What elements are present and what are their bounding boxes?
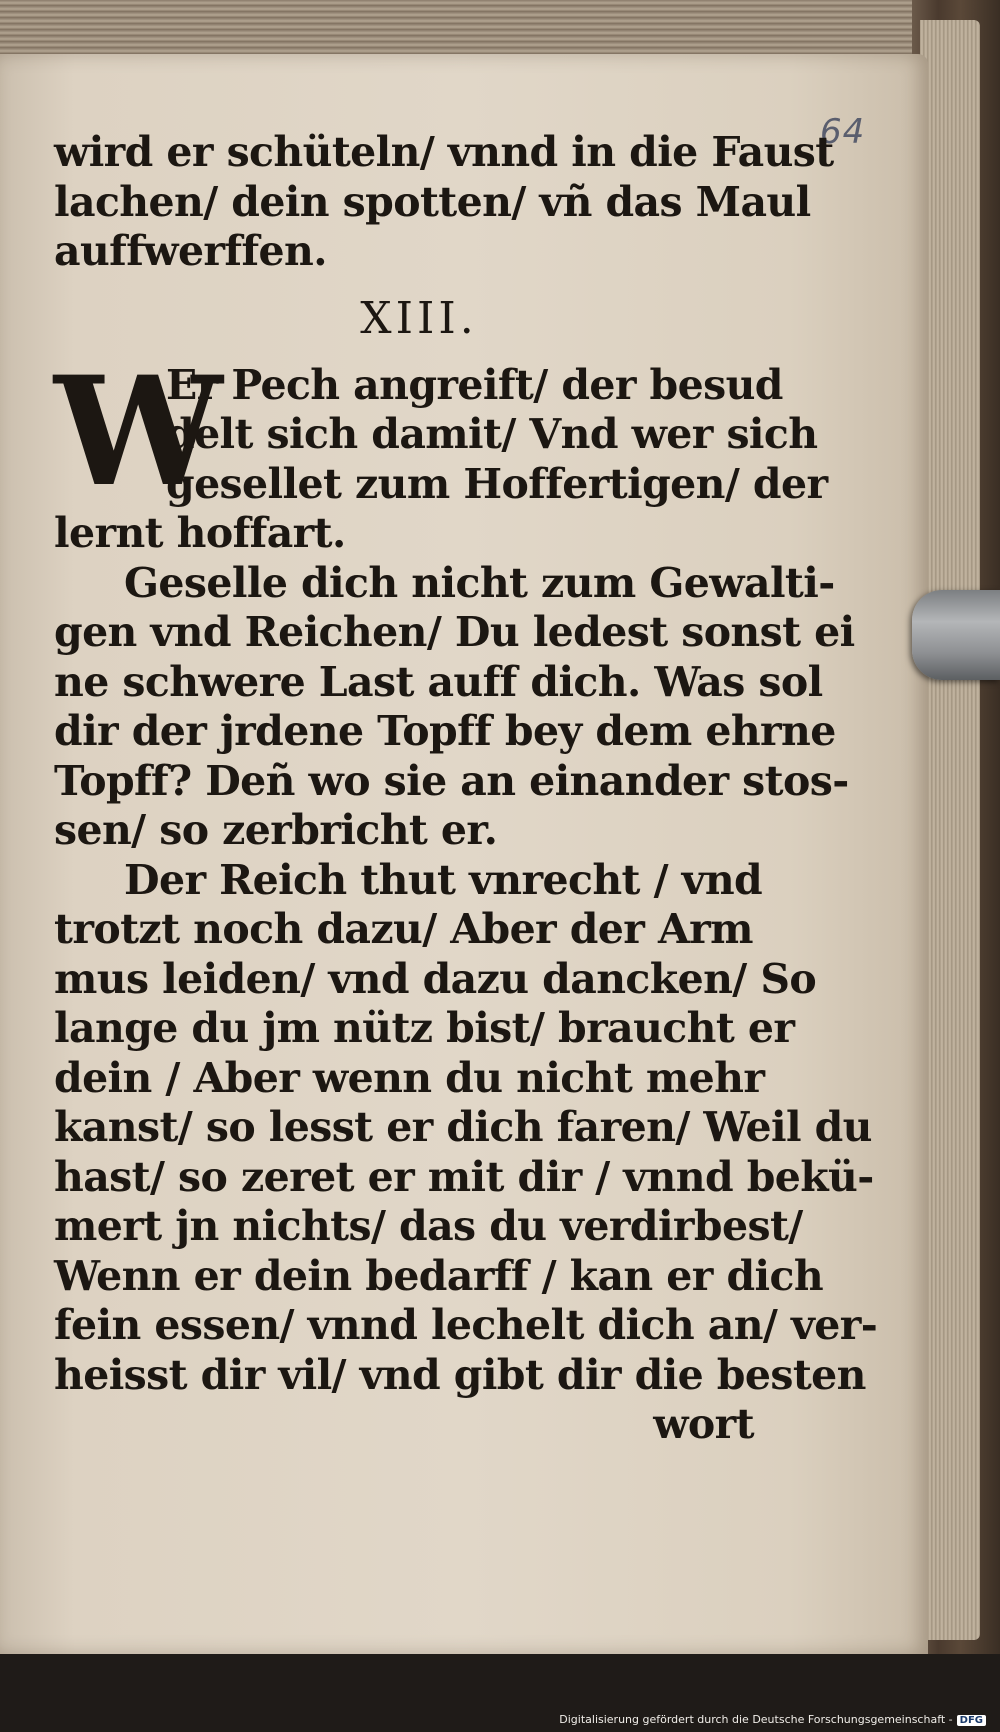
dfg-logo: DFG [957, 1715, 986, 1726]
text-line: gen vnd Reichen/ Du ledest sonst ei [54, 608, 855, 656]
page-number: 64 [820, 112, 866, 152]
text-line: hast/ so zeret er mit dir / vnnd bekü- [54, 1152, 874, 1201]
text-line: Der Reich thut vnrecht / vnd [124, 855, 763, 904]
drop-cap-block [54, 343, 828, 520]
text-line: Wenn er dein bedarff / kan er dich [54, 1251, 824, 1300]
text-line: wird er schüteln/ vnnd in die Faust [54, 128, 834, 176]
chapter-heading: XIII. [360, 292, 478, 344]
text-line: lernt hoffart. [54, 509, 346, 557]
text-line: Er Pech angreift/ der besud [166, 360, 783, 409]
text-line: lange du jm nütz bist/ braucht er [54, 1004, 795, 1052]
text-line: Topff? Deñ wo sie an einander stos- [54, 756, 849, 805]
text-line: trotzt noch dazu/ Aber der Arm [54, 905, 753, 953]
text-line: dein / Aber wenn du nicht mehr [54, 1053, 765, 1102]
book-top-edge [0, 0, 960, 62]
text-line: sen/ so zerbricht er. [54, 806, 498, 854]
text-line: fein essen/ vnnd lechelt dich an/ ver- [54, 1301, 878, 1349]
text-line: lachen/ dein spotten/ vñ das Maul [54, 177, 811, 226]
text-line: Geselle dich nicht zum Gewalti- [124, 558, 835, 607]
credit-text: Digitalisierung gefördert durch die Deutsche Forschungsgemeinschaft - [559, 1713, 953, 1726]
text-line: heisst dir vil/ vnd gibt dir die besten [54, 1350, 866, 1399]
text-line: gesellet zum Hoffertigen/ der [166, 459, 828, 508]
text-line: ne schwere Last auff dich. Was sol [54, 657, 823, 706]
book-clasp [912, 590, 1000, 680]
drop-cap-initial: W [54, 343, 222, 520]
page-stack-edge [920, 20, 980, 1640]
catchword: wort [653, 1400, 754, 1448]
text-line: mus leiden/ vnd dazu dancken/ So [54, 954, 817, 1003]
digitization-credit [559, 1713, 986, 1726]
text-line: auffwerffen. [54, 227, 327, 275]
text-line: mert jn nichts/ das du verdirbest/ [54, 1202, 803, 1250]
text-line: delt sich damit/ Vnd wer sich [166, 410, 818, 458]
text-line: dir der jrdene Topff bey dem ehrne [54, 707, 836, 755]
text-line: kanst/ so lesst er dich faren/ Weil du [54, 1103, 872, 1151]
